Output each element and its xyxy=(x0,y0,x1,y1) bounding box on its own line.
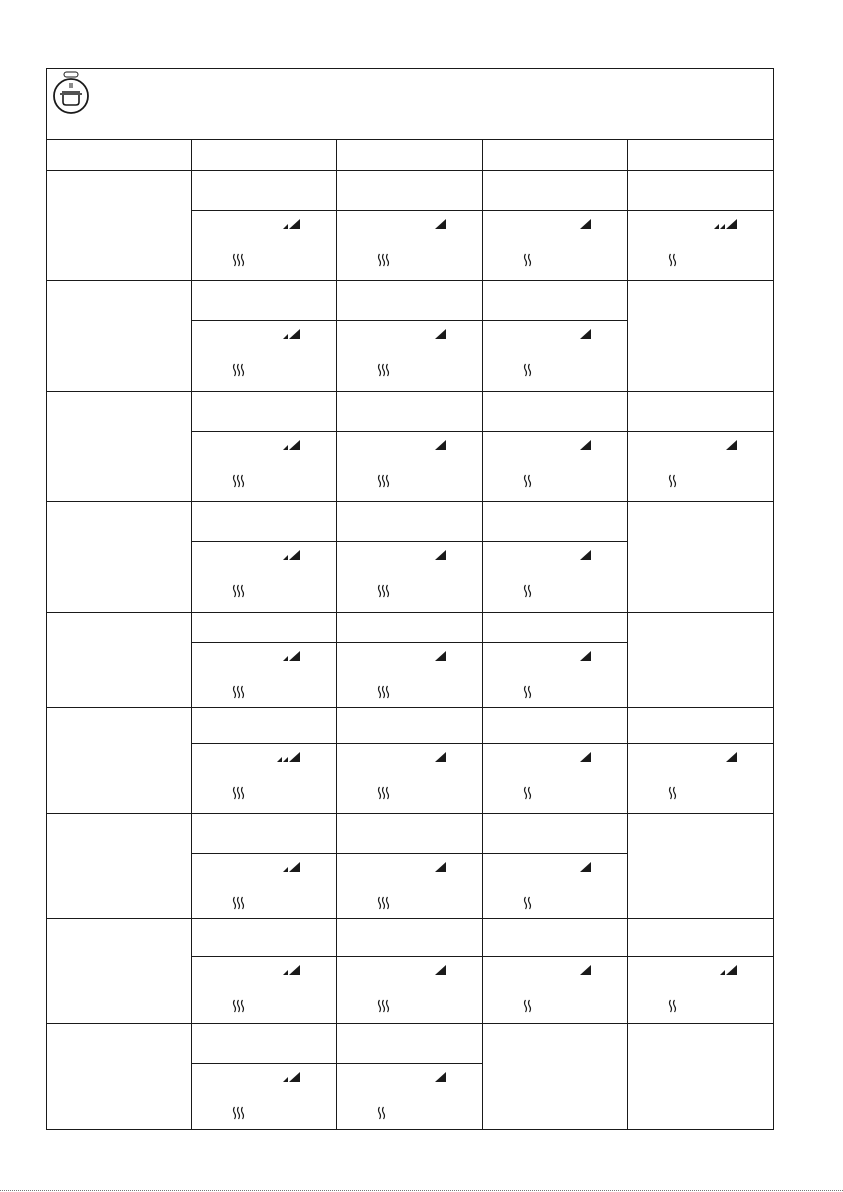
row-rule xyxy=(46,612,773,613)
power-level-icon xyxy=(435,550,447,561)
power-level-icon xyxy=(714,219,738,230)
heat-level-icon xyxy=(231,1106,247,1120)
row-rule xyxy=(46,280,773,281)
heat-level-icon xyxy=(231,896,247,910)
power-level-icon xyxy=(283,651,301,662)
cell-subrule xyxy=(336,320,482,321)
power-level-icon xyxy=(726,440,738,451)
cell-subrule xyxy=(482,853,627,854)
power-level-icon xyxy=(435,862,447,873)
power-level-icon xyxy=(580,550,592,561)
power-level-icon xyxy=(580,651,592,662)
column-rule xyxy=(191,139,192,1129)
cell-subrule xyxy=(191,320,336,321)
heat-level-icon xyxy=(522,999,534,1013)
heat-level-icon xyxy=(376,685,392,699)
power-level-icon xyxy=(435,965,447,976)
heat-level-icon xyxy=(376,474,392,488)
heat-level-icon xyxy=(522,786,534,800)
power-level-icon xyxy=(435,1072,447,1083)
row-rule xyxy=(46,501,773,502)
row-rule xyxy=(46,391,773,392)
cell-subrule xyxy=(482,431,627,432)
cell-subrule xyxy=(482,642,627,643)
row-rule xyxy=(46,1023,773,1024)
heat-level-icon xyxy=(376,999,392,1013)
cell-subrule xyxy=(191,642,336,643)
power-level-icon xyxy=(580,965,592,976)
heat-level-icon xyxy=(231,584,247,598)
cell-subrule xyxy=(482,320,627,321)
heat-level-icon xyxy=(231,685,247,699)
cell-subrule xyxy=(627,210,773,211)
row-rule xyxy=(46,918,773,919)
power-level-icon xyxy=(580,329,592,340)
cell-subrule xyxy=(336,743,482,744)
heat-level-icon xyxy=(522,896,534,910)
power-level-icon xyxy=(435,329,447,340)
cell-subrule xyxy=(482,743,627,744)
cell-subrule xyxy=(627,956,773,957)
heat-level-icon xyxy=(522,363,534,377)
table-frame xyxy=(46,68,774,1130)
cell-subrule xyxy=(627,431,773,432)
cell-subrule xyxy=(336,956,482,957)
page-foot-rule xyxy=(0,1190,843,1191)
column-rule xyxy=(482,139,483,1129)
heat-level-icon xyxy=(231,474,247,488)
power-level-icon xyxy=(283,440,301,451)
cell-subrule xyxy=(336,642,482,643)
column-rule xyxy=(627,139,628,1129)
power-level-icon xyxy=(580,862,592,873)
power-level-icon xyxy=(283,219,301,230)
heat-level-icon xyxy=(376,896,392,910)
column-rule xyxy=(336,139,337,1129)
heat-level-icon xyxy=(376,363,392,377)
cell-subrule xyxy=(482,541,627,542)
power-level-icon xyxy=(580,752,592,763)
heat-level-icon xyxy=(231,363,247,377)
pot-lid-icon xyxy=(49,70,93,116)
power-level-icon xyxy=(435,752,447,763)
heat-level-icon xyxy=(376,584,392,598)
power-level-icon xyxy=(283,550,301,561)
cell-subrule xyxy=(336,541,482,542)
row-rule xyxy=(46,707,773,708)
heat-level-icon xyxy=(522,584,534,598)
cell-subrule xyxy=(336,210,482,211)
cell-subrule xyxy=(191,853,336,854)
power-level-icon xyxy=(720,965,738,976)
cell-subrule xyxy=(191,743,336,744)
heat-level-icon xyxy=(667,253,679,267)
heat-level-icon xyxy=(231,786,247,800)
cell-subrule xyxy=(191,210,336,211)
power-level-icon xyxy=(283,965,301,976)
cell-subrule xyxy=(191,1063,336,1064)
cell-subrule xyxy=(191,431,336,432)
power-level-icon xyxy=(283,329,301,340)
power-level-icon xyxy=(277,752,301,763)
cell-subrule xyxy=(191,956,336,957)
cell-subrule xyxy=(336,1063,482,1064)
power-level-icon xyxy=(435,440,447,451)
cell-subrule xyxy=(627,743,773,744)
heat-level-icon xyxy=(376,1106,388,1120)
power-level-icon xyxy=(283,862,301,873)
heat-level-icon xyxy=(667,786,679,800)
header-rule xyxy=(46,139,773,140)
power-level-icon xyxy=(283,1072,301,1083)
row-rule xyxy=(46,813,773,814)
cell-subrule xyxy=(336,431,482,432)
heat-level-icon xyxy=(522,474,534,488)
cell-subrule xyxy=(482,210,627,211)
heat-level-icon xyxy=(376,786,392,800)
heat-level-icon xyxy=(376,253,392,267)
cell-subrule xyxy=(336,853,482,854)
cell-subrule xyxy=(191,541,336,542)
heat-level-icon xyxy=(522,253,534,267)
heat-level-icon xyxy=(522,685,534,699)
power-level-icon xyxy=(580,219,592,230)
heat-level-icon xyxy=(231,999,247,1013)
power-level-icon xyxy=(580,440,592,451)
heat-level-icon xyxy=(667,999,679,1013)
power-level-icon xyxy=(435,219,447,230)
heat-level-icon xyxy=(667,474,679,488)
power-level-icon xyxy=(726,752,738,763)
column-header-rule xyxy=(46,170,773,171)
heat-level-icon xyxy=(231,253,247,267)
cell-subrule xyxy=(482,956,627,957)
power-level-icon xyxy=(435,651,447,662)
